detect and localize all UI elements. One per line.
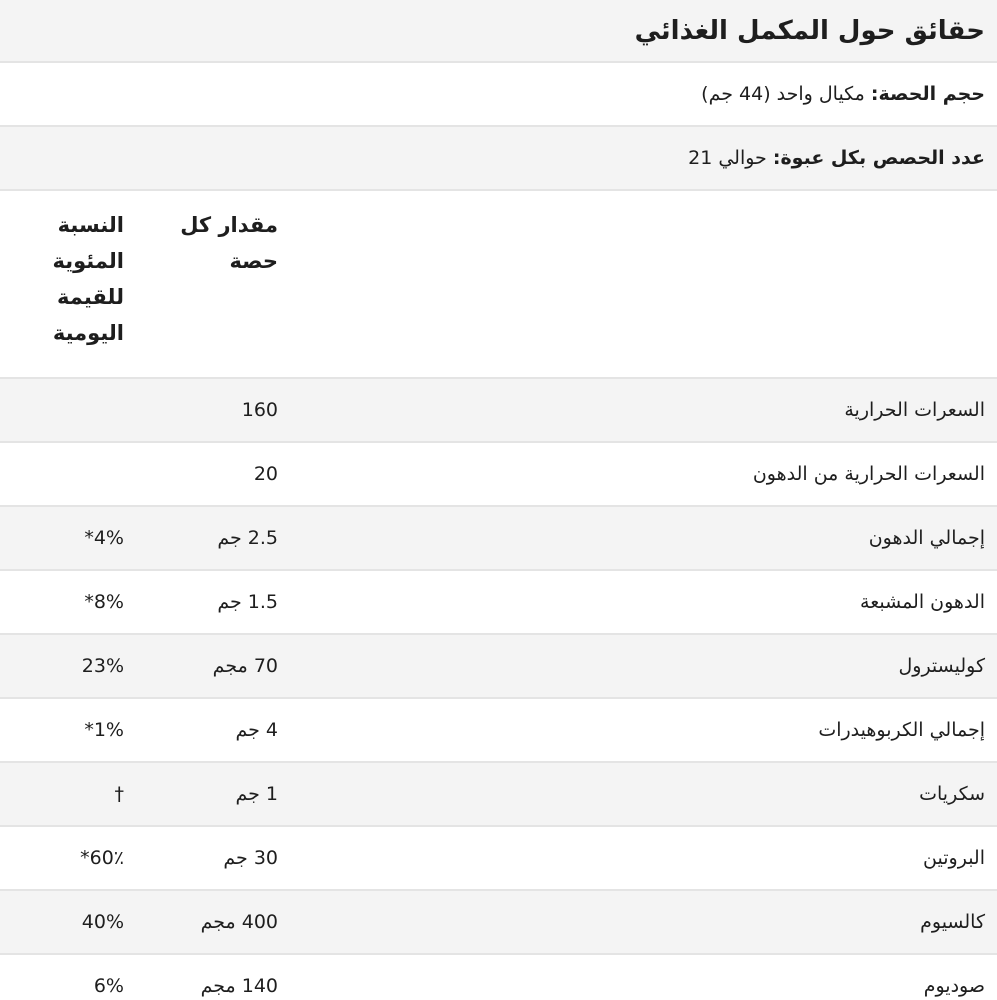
nutrient-daily-value: 4%* bbox=[84, 527, 124, 549]
nutrient-amount: 4 جم bbox=[235, 719, 278, 741]
serving-size-value: مكيال واحد (44 جم) bbox=[701, 83, 865, 105]
amount-column-header: مقدار كل حصة bbox=[180, 213, 278, 273]
nutrient-name: السعرات الحرارية من الدهون bbox=[752, 463, 985, 485]
nutrient-name: صوديوم bbox=[923, 975, 985, 997]
nutrient-daily-value: † bbox=[114, 783, 124, 805]
nutrient-name: سكريات bbox=[919, 783, 985, 805]
nutrient-daily-value: 60٪* bbox=[80, 847, 124, 869]
nutrient-amount: 160 bbox=[241, 399, 278, 421]
title-text: حقائق حول المكمل الغذائي bbox=[634, 16, 985, 46]
table-row bbox=[0, 891, 997, 955]
nutrient-name: السعرات الحرارية bbox=[844, 399, 985, 421]
nutrient-daily-value: 40% bbox=[81, 911, 124, 933]
nutrient-name: إجمالي الكربوهيدرات bbox=[818, 719, 985, 741]
nutrient-amount: 30 جم bbox=[223, 847, 278, 869]
nutrient-amount: 1 جم bbox=[235, 783, 278, 805]
table-row bbox=[0, 443, 997, 507]
servings-per-container-row bbox=[0, 127, 997, 191]
nutrient-amount: 1.5 جم bbox=[217, 591, 278, 613]
servings-per-container-value: حوالي 21 bbox=[688, 147, 767, 169]
nutrient-daily-value: 1%* bbox=[84, 719, 124, 741]
nutrient-name: الدهون المشبعة bbox=[860, 591, 985, 613]
serving-size-label: حجم الحصة: bbox=[870, 83, 985, 105]
nutrient-amount: 400 مجم bbox=[200, 911, 278, 933]
table-row bbox=[0, 763, 997, 827]
nutrient-amount: 2.5 جم bbox=[217, 527, 278, 549]
nutrient-name: كوليسترول bbox=[898, 655, 985, 677]
nutrient-amount: 140 مجم bbox=[200, 975, 278, 997]
table-row bbox=[0, 955, 997, 1000]
table-row bbox=[0, 507, 997, 571]
nutrient-name: إجمالي الدهون bbox=[868, 527, 985, 549]
table-title bbox=[0, 0, 997, 63]
serving-size-row bbox=[0, 63, 997, 127]
table-row bbox=[0, 635, 997, 699]
column-header-row bbox=[0, 191, 997, 379]
nutrient-daily-value: 6% bbox=[93, 975, 124, 997]
daily-value-column-header: النسبة المئوية للقيمة اليومية bbox=[52, 213, 124, 345]
table-row bbox=[0, 827, 997, 891]
table-row bbox=[0, 379, 997, 443]
nutrient-daily-value: 8%* bbox=[84, 591, 124, 613]
nutrient-daily-value: 23% bbox=[81, 655, 124, 677]
table-row bbox=[0, 699, 997, 763]
servings-per-container-label: عدد الحصص بكل عبوة: bbox=[772, 147, 985, 169]
nutrient-name: كالسيوم bbox=[920, 911, 985, 933]
nutrient-name: البروتين bbox=[923, 847, 985, 869]
nutrient-amount: 70 مجم bbox=[212, 655, 278, 677]
nutrient-amount: 20 bbox=[253, 463, 278, 485]
table-row bbox=[0, 571, 997, 635]
